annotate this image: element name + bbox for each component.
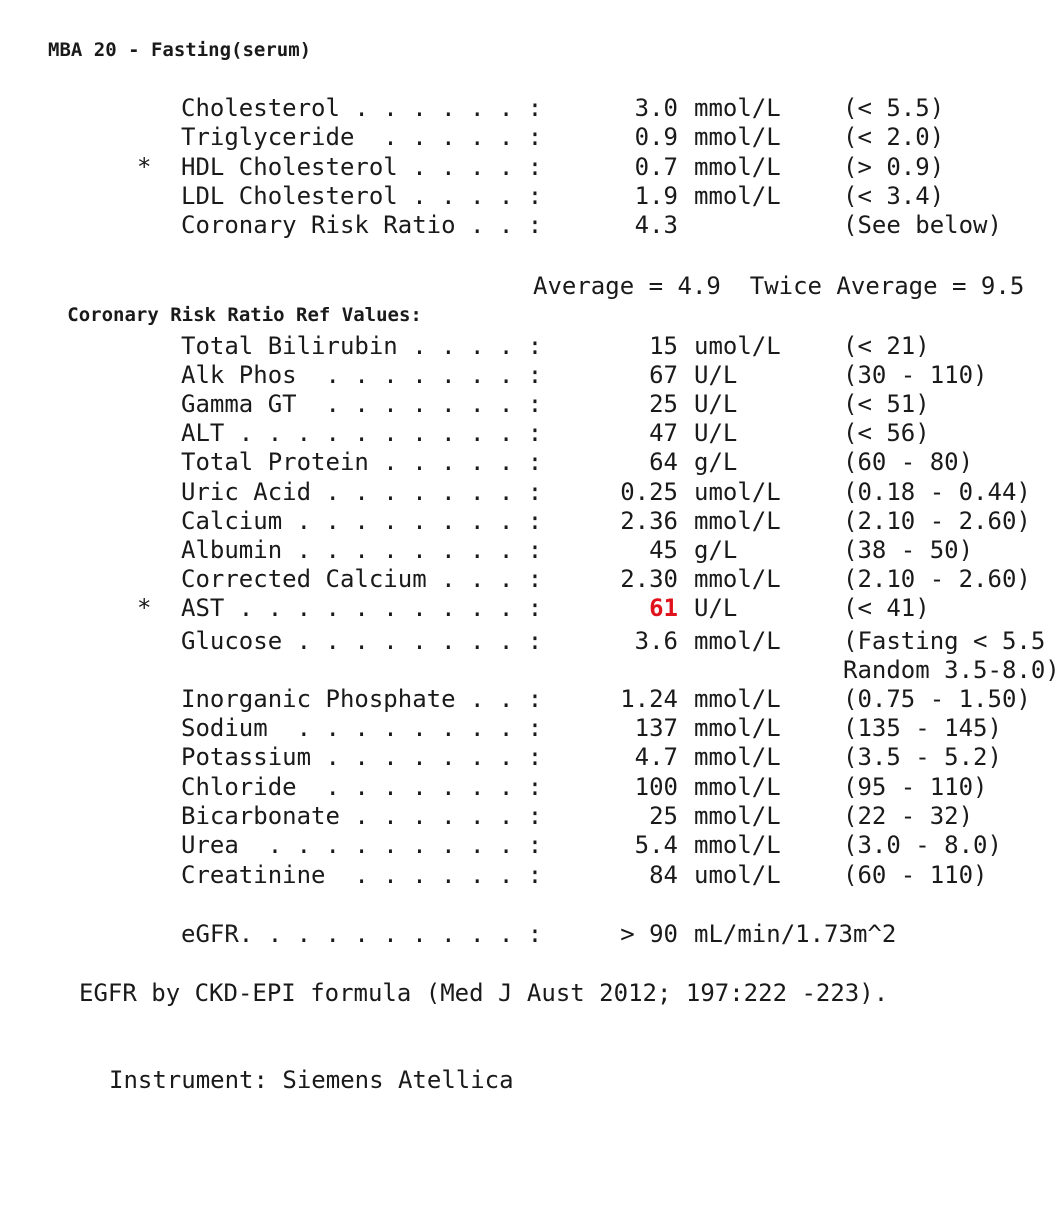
egfr-row [0, 920, 1020, 949]
result-row [0, 211, 1020, 240]
result-name: Corrected Calcium . . . : [181, 565, 543, 593]
result-name: LDL Cholesterol . . . . : [181, 181, 543, 210]
result-value: 100 [634, 773, 678, 801]
result-row [0, 802, 1020, 831]
result-unit: mmol/L [694, 714, 781, 742]
result-value: 64 [649, 448, 678, 476]
result-reference-range: (0.75 - 1.50) [843, 685, 1031, 713]
result-value: 0.9 [634, 123, 678, 152]
result-value: 5.4 [634, 831, 678, 859]
result-flag: * [137, 594, 152, 622]
risk-ratio-ref-label: Coronary Risk Ratio Ref Values: [67, 304, 422, 326]
result-unit: mmol/L [694, 743, 781, 771]
result-row [0, 94, 1020, 123]
result-row [0, 390, 1020, 419]
result-row [0, 565, 1031, 594]
result-value: 61 [649, 594, 678, 622]
result-reference-range: (< 21) [843, 332, 930, 360]
result-name: HDL Cholesterol . . . . : [181, 152, 543, 181]
egfr-name: eGFR. . . . . . . . . . : [181, 920, 543, 948]
result-flag: * [137, 152, 152, 181]
result-unit: mmol/L [694, 773, 781, 801]
result-row [0, 627, 1046, 656]
result-name: Alk Phos . . . . . . . : [181, 361, 543, 389]
result-row [0, 685, 1031, 714]
risk-ratio-ref-values: Average = 4.9 Twice Average = 9.5 [533, 272, 1025, 300]
result-reference-range: (< 5.5) [843, 94, 945, 122]
result-row [0, 153, 1020, 182]
result-row [0, 182, 1020, 211]
result-reference-range: (< 51) [843, 390, 930, 418]
instrument-line: Instrument: Siemens Atellica [109, 1066, 514, 1094]
result-row [0, 419, 1020, 448]
result-value: 45 [649, 536, 678, 564]
result-unit: U/L [694, 390, 738, 418]
egfr-note: EGFR by CKD-EPI formula (Med J Aust 2012; 197:222 -223). [79, 979, 889, 1007]
result-name: ALT . . . . . . . . . . : [181, 419, 543, 447]
result-reference-range: (22 - 32) [843, 802, 974, 830]
result-reference-range: (60 - 110) [843, 861, 988, 889]
result-reference-range: (60 - 80) [843, 448, 974, 476]
result-row [0, 361, 1020, 390]
risk-ratio-ref-line [48, 272, 1025, 326]
result-value: 2.36 [620, 507, 678, 535]
result-unit: mmol/L [694, 802, 781, 830]
result-value: 137 [634, 714, 678, 742]
result-name: Bicarbonate . . . . . . : [181, 802, 543, 830]
result-name: Calcium . . . . . . . . : [181, 507, 543, 535]
result-unit: mmol/L [694, 565, 781, 593]
result-value: 67 [649, 361, 678, 389]
result-unit: mmol/L [694, 685, 781, 713]
result-unit: umol/L [694, 861, 781, 889]
result-name: Inorganic Phosphate . . : [181, 685, 543, 713]
result-reference-range: (30 - 110) [843, 361, 988, 389]
result-row [0, 773, 1020, 802]
result-row [0, 594, 1020, 623]
report-title: MBA 20 - Fasting(serum) [48, 39, 312, 61]
result-reference-range: (38 - 50) [843, 536, 974, 564]
result-name: Total Bilirubin . . . . : [181, 332, 543, 360]
result-unit: U/L [694, 594, 738, 622]
result-value: 84 [649, 861, 678, 889]
result-row [0, 507, 1031, 536]
result-reference-range: (< 41) [843, 594, 930, 622]
result-reference-range: (135 - 145) [843, 714, 1002, 742]
result-row [0, 448, 1020, 477]
result-name: Potassium . . . . . . . : [181, 743, 543, 771]
result-value: 1.24 [620, 685, 678, 713]
result-reference-range: (See below) [843, 211, 1002, 240]
result-name: Triglyceride . . . . . : [181, 123, 543, 152]
result-reference-range: Random 3.5-8.0) [843, 656, 1060, 684]
result-row [0, 714, 1020, 743]
result-name: Uric Acid . . . . . . . : [181, 478, 543, 506]
result-unit: mmol/L [694, 181, 781, 210]
result-unit: mmol/L [694, 94, 781, 122]
result-row [0, 332, 1020, 361]
result-row [0, 743, 1020, 772]
result-reference-range: (2.10 - 2.60) [843, 507, 1031, 535]
result-name: Gamma GT . . . . . . . : [181, 390, 543, 418]
result-value: 3.0 [634, 94, 678, 122]
result-name: Chloride . . . . . . . : [181, 773, 543, 801]
result-name: Total Protein . . . . . : [181, 448, 543, 476]
result-name: Glucose . . . . . . . . : [181, 627, 543, 655]
result-value: 4.3 [634, 211, 678, 240]
egfr-unit: mL/min/1.73m^2 [694, 920, 897, 948]
egfr-value: > 90 [620, 920, 678, 948]
result-row [0, 861, 1020, 890]
result-unit: mmol/L [694, 152, 781, 181]
result-reference-range: (< 3.4) [843, 181, 945, 210]
result-unit: mmol/L [694, 123, 781, 152]
result-unit: umol/L [694, 478, 781, 506]
result-unit: mmol/L [694, 627, 781, 655]
result-name: AST . . . . . . . . . . : [181, 594, 543, 622]
result-name: Sodium . . . . . . . . : [181, 714, 543, 742]
result-name: Coronary Risk Ratio . . : [181, 211, 543, 240]
result-unit: g/L [694, 536, 738, 564]
result-row [0, 831, 1020, 860]
result-name: Cholesterol . . . . . . : [181, 94, 543, 122]
result-value: 47 [649, 419, 678, 447]
result-value: 25 [649, 390, 678, 418]
result-row [0, 536, 1020, 565]
result-row [0, 656, 1060, 685]
result-unit: U/L [694, 361, 738, 389]
result-reference-range: (0.18 - 0.44) [843, 478, 1031, 506]
result-unit: umol/L [694, 332, 781, 360]
result-unit: g/L [694, 448, 738, 476]
result-value: 2.30 [620, 565, 678, 593]
result-value: 25 [649, 802, 678, 830]
result-reference-range: (3.0 - 8.0) [843, 831, 1002, 859]
result-unit: U/L [694, 419, 738, 447]
result-value: 4.7 [634, 743, 678, 771]
result-reference-range: (95 - 110) [843, 773, 988, 801]
result-row [0, 478, 1031, 507]
result-value: 3.6 [634, 627, 678, 655]
result-name: Albumin . . . . . . . . : [181, 536, 543, 564]
result-unit: mmol/L [694, 831, 781, 859]
result-value: 0.25 [620, 478, 678, 506]
result-name: Urea . . . . . . . . . : [181, 831, 543, 859]
result-reference-range: (< 2.0) [843, 123, 945, 152]
result-reference-range: (< 56) [843, 419, 930, 447]
result-reference-range: (Fasting < 5.5 [843, 627, 1046, 655]
result-reference-range: (2.10 - 2.60) [843, 565, 1031, 593]
result-value: 1.9 [634, 181, 678, 210]
result-reference-range: (3.5 - 5.2) [843, 743, 1002, 771]
result-value: 0.7 [634, 152, 678, 181]
result-value: 15 [649, 332, 678, 360]
result-reference-range: (> 0.9) [843, 152, 945, 181]
result-row [0, 123, 1020, 152]
result-unit: mmol/L [694, 507, 781, 535]
result-name: Creatinine . . . . . . : [181, 861, 543, 889]
